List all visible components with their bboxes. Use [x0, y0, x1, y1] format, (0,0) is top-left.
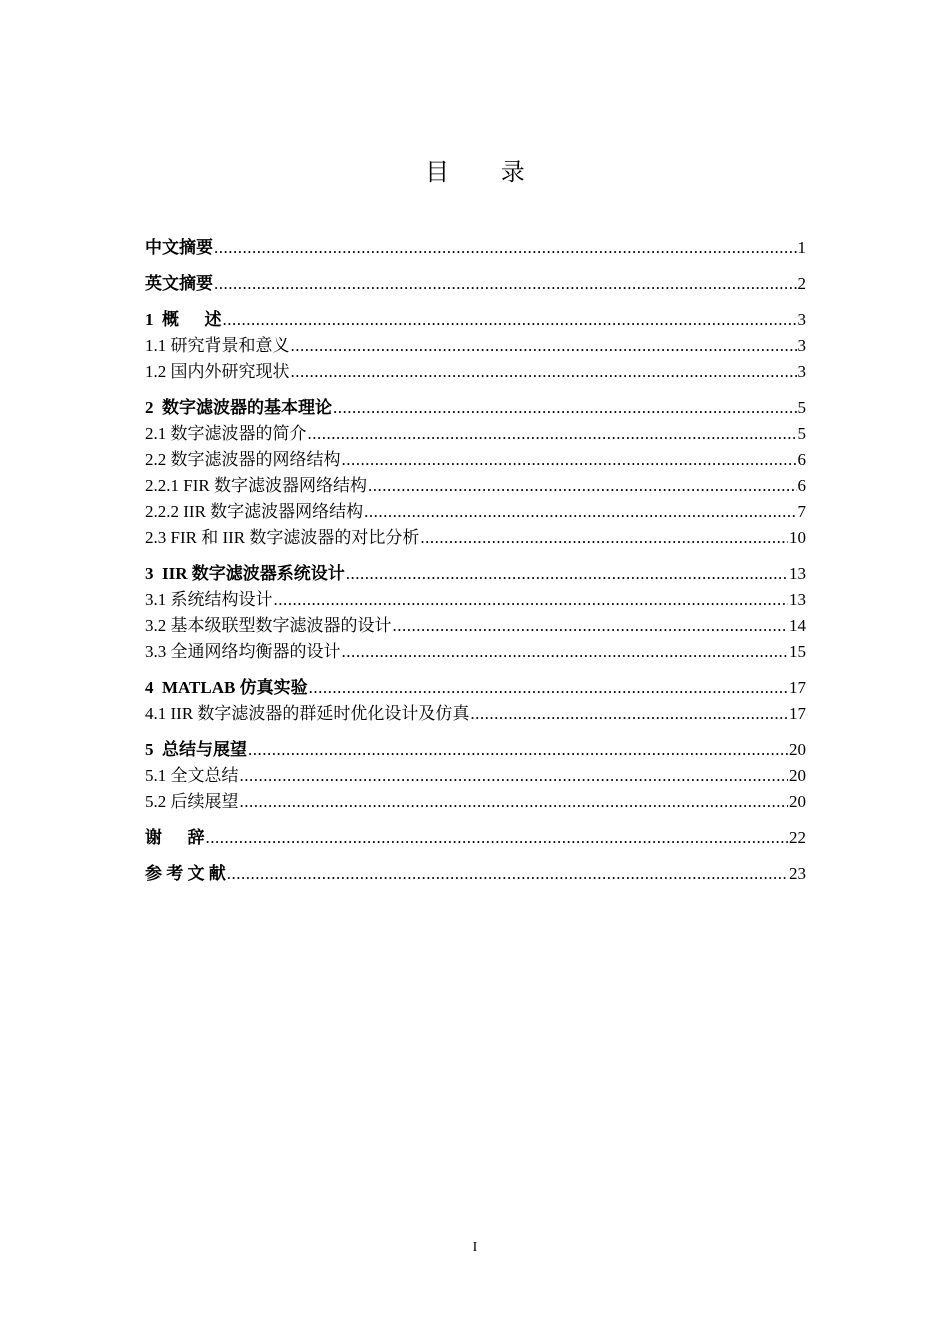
toc-entry-page-number: 13 [789, 564, 806, 583]
toc-entry-page-number: 2 [797, 274, 806, 293]
toc-entry-page-number: 3 [797, 336, 806, 355]
toc-dot-leader [223, 307, 797, 333]
toc-dot-leader [333, 395, 797, 421]
toc-dot-leader [364, 499, 796, 525]
toc-entry[interactable] [145, 789, 806, 815]
toc-entry-title: 3.1 系统结构设计 [145, 590, 273, 609]
toc-dot-leader [346, 561, 788, 587]
toc-entry-page-number: 7 [797, 502, 806, 521]
toc-entry-page-number: 23 [789, 864, 806, 883]
toc-dot-leader [248, 737, 788, 763]
toc-entry-title: 2.3 FIR 和 IIR 数字滤波器的对比分析 [145, 528, 420, 547]
toc-entry[interactable] [145, 561, 806, 587]
toc-entry-title: 英文摘要 [145, 274, 213, 293]
toc-entry[interactable] [145, 701, 806, 727]
toc-dot-leader [470, 701, 788, 727]
toc-entry-page-number: 5 [797, 398, 806, 417]
toc-entry[interactable] [145, 447, 806, 473]
toc-entry[interactable] [145, 235, 806, 261]
toc-dot-leader [227, 861, 788, 887]
toc-entry-page-number: 6 [797, 476, 806, 495]
toc-dot-leader [214, 271, 797, 297]
toc-entry[interactable] [145, 525, 806, 551]
toc-dot-leader [214, 235, 797, 261]
toc-entry[interactable] [145, 473, 806, 499]
toc-entry-title: 3.3 全通网络均衡器的设计 [145, 642, 341, 661]
toc-entry[interactable] [145, 861, 806, 887]
toc-dot-leader [368, 473, 797, 499]
toc-entry[interactable] [145, 613, 806, 639]
toc-entry-title: 中文摘要 [145, 238, 213, 257]
toc-entry-page-number: 6 [797, 450, 806, 469]
toc-dot-leader [291, 359, 797, 385]
toc-dot-leader [309, 675, 788, 701]
page-number: I [472, 1240, 478, 1255]
toc-dot-leader [206, 825, 789, 851]
toc-entry-page-number: 17 [789, 704, 806, 723]
toc-entry[interactable] [145, 587, 806, 613]
toc-entry[interactable] [145, 359, 806, 385]
toc-entry-title: 2.2.2 IIR 数字滤波器网络结构 [145, 502, 364, 521]
toc-entry-page-number: 14 [789, 616, 806, 635]
page-title: 目 录 [425, 158, 547, 186]
toc-entry-title: 2.2 数字滤波器的网络结构 [145, 450, 341, 469]
toc-entry-title: 谢 辞 [145, 828, 205, 847]
toc-entry-title: 2.2.1 FIR 数字滤波器网络结构 [145, 476, 367, 495]
toc-dot-leader [240, 789, 789, 815]
toc-entry-title: 5.1 全文总结 [145, 766, 239, 785]
toc-entry-title: 4.1 IIR 数字滤波器的群延时优化设计及仿真 [145, 704, 470, 723]
toc-entry[interactable] [145, 675, 806, 701]
toc-entry-page-number: 15 [789, 642, 806, 661]
toc-entry[interactable] [145, 421, 806, 447]
toc-entry-page-number: 3 [797, 362, 806, 381]
toc-entry-page-number: 20 [789, 792, 806, 811]
toc-entry[interactable] [145, 395, 806, 421]
toc-dot-leader [342, 447, 797, 473]
toc-entry-page-number: 10 [789, 528, 806, 547]
toc-entry-page-number: 20 [789, 766, 806, 785]
toc-entry[interactable] [145, 307, 806, 333]
toc-dot-leader [342, 639, 789, 665]
toc-entry-title: 1.1 研究背景和意义 [145, 336, 290, 355]
toc-entry-title: 2 数字滤波器的基本理论 [145, 398, 332, 417]
toc-dot-leader [240, 763, 789, 789]
toc-entry-title: 5.2 后续展望 [145, 792, 239, 811]
table-of-contents [145, 235, 806, 887]
toc-entry-title: 参 考 文 献 [145, 864, 226, 883]
toc-entry-title: 3 IIR 数字滤波器系统设计 [145, 564, 345, 583]
toc-entry-page-number: 17 [789, 678, 806, 697]
toc-entry-title: 3.2 基本级联型数字滤波器的设计 [145, 616, 392, 635]
toc-entry[interactable] [145, 763, 806, 789]
toc-entry[interactable] [145, 499, 806, 525]
toc-entry-title: 4 MATLAB 仿真实验 [145, 678, 308, 697]
toc-entry[interactable] [145, 639, 806, 665]
toc-entry-title: 2.1 数字滤波器的简介 [145, 424, 307, 443]
toc-entry-title: 1.2 国内外研究现状 [145, 362, 290, 381]
toc-dot-leader [274, 587, 789, 613]
toc-entry-page-number: 20 [789, 740, 806, 759]
toc-entry-page-number: 3 [797, 310, 806, 329]
toc-entry[interactable] [145, 271, 806, 297]
toc-dot-leader [308, 421, 797, 447]
toc-entry[interactable] [145, 825, 806, 851]
toc-entry-page-number: 1 [797, 238, 806, 257]
toc-entry-page-number: 22 [789, 828, 806, 847]
toc-entry-page-number: 13 [789, 590, 806, 609]
toc-dot-leader [393, 613, 789, 639]
toc-entry-page-number: 5 [797, 424, 806, 443]
toc-entry-title: 5 总结与展望 [145, 740, 247, 759]
toc-dot-leader [420, 525, 788, 551]
toc-entry[interactable] [145, 333, 806, 359]
toc-dot-leader [291, 333, 797, 359]
toc-entry-title: 1 概 述 [145, 310, 222, 329]
toc-entry[interactable] [145, 737, 806, 763]
